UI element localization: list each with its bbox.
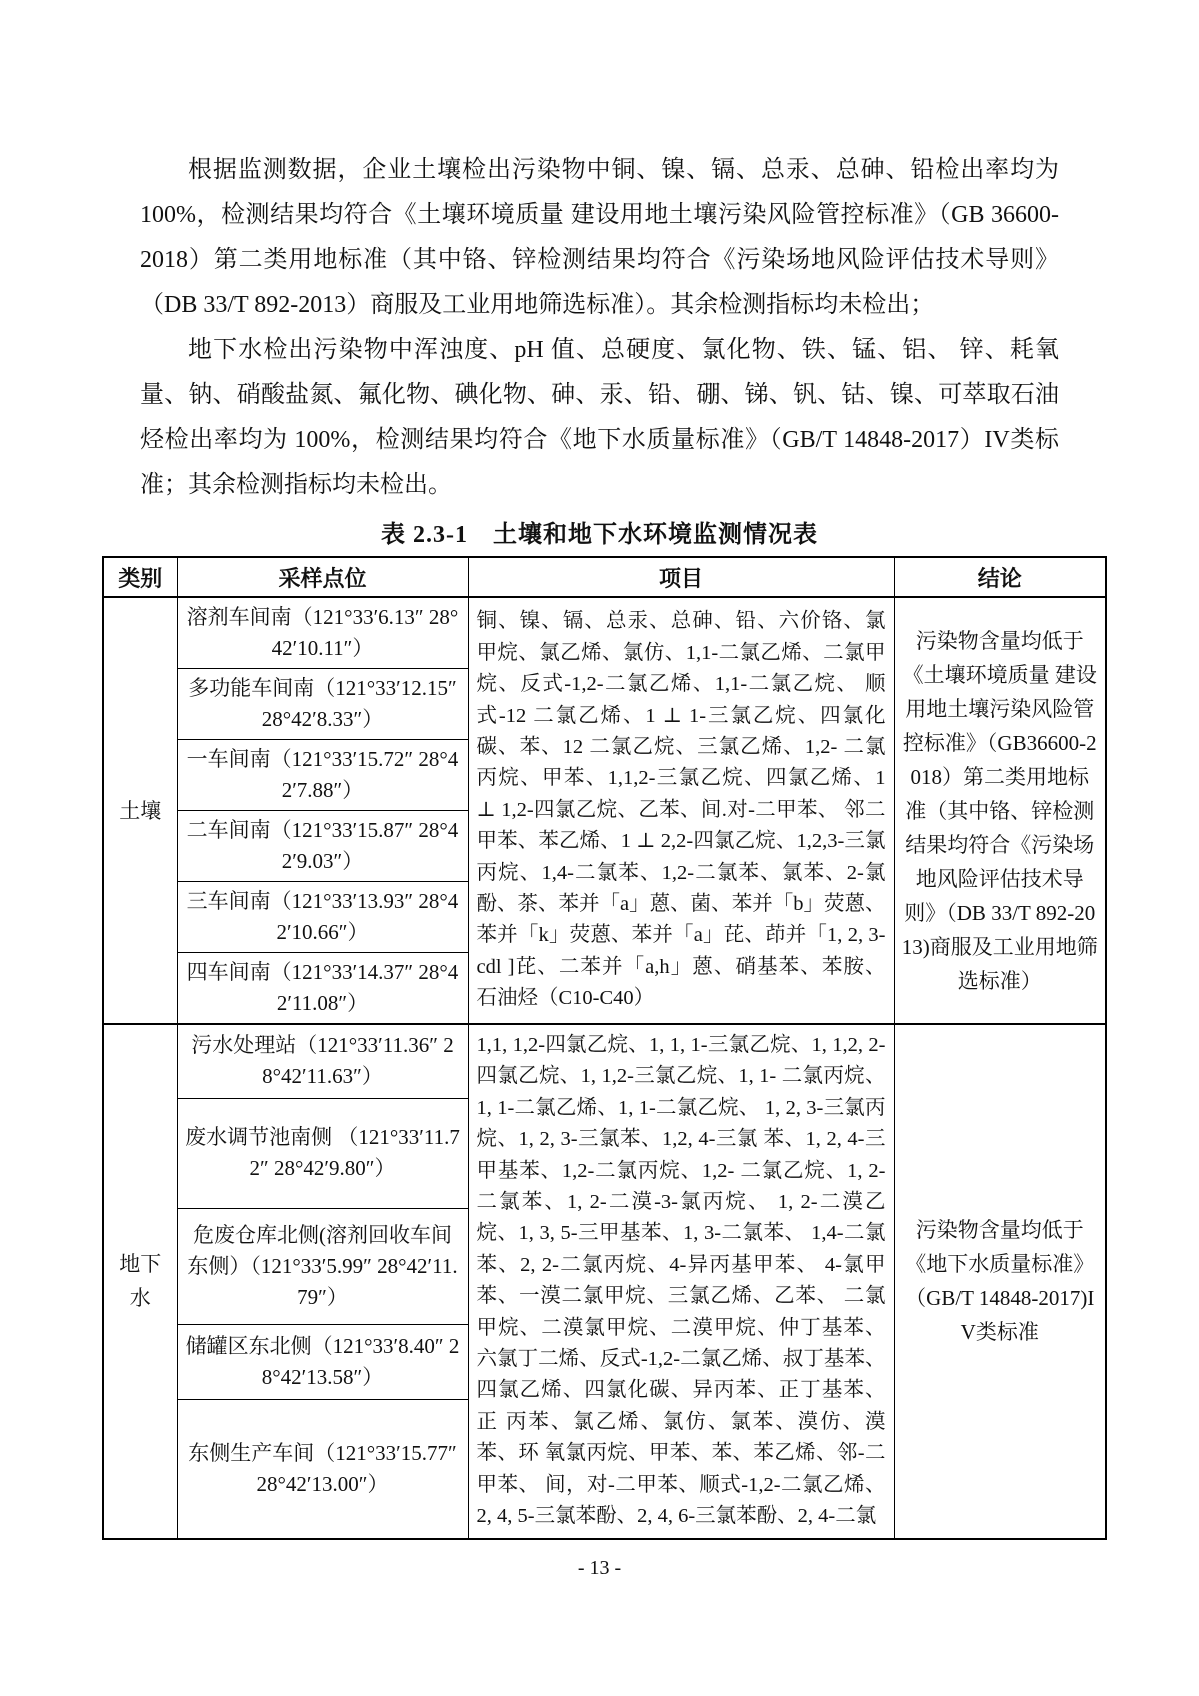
items-cell-soil: 铜、镍、镉、总汞、总砷、铅、六价铬、氯甲烷、氯乙烯、氯仿、1,1-二氯乙烯、二氯甲烷、反式-1,2-二氯乙烯、1,1-二氯乙烷、 顺式-12 二氯乙烯、1 ⊥ 1-三氯乙烷、四氯化碳、苯、12 二氯乙烷、三氯乙烯、1,2- 二氯丙烷、甲苯、1,1,2-三氯乙烷、四氯乙烯、1 ⊥ 1,2-四氯乙烷、乙苯、间.对-二甲苯、 邻二甲苯、苯乙烯、1 ⊥ 2,2-四氯乙烷、1,2,3-三氯丙烷、1,4-二氯苯、1,2-二氯苯、氯苯、2-氯酚、茶、苯并「a」蒽、菌、苯并「b」荧蒽、苯并「k」荧蒽、苯并「a」芘、茚并「1, 2, 3-cdl ]芘、二苯并「a,h」蒽、硝基苯、苯胺、石油烃（C10-C40） [468, 597, 894, 1024]
items-cell-groundwater: 1,1, 1,2-四氯乙烷、1, 1, 1-三氯乙烷、1, 1,2, 2-四氯乙烷、1, 1,2-三氯乙烷、1, 1- 二氯丙烷、1, 1-二氯乙烯、1, 1-二氯乙烷、 1, 2, 3-三氯丙烷、1, 2, 3-三氯苯、1,2, 4-三氯 苯、1, 2, 4-三甲基苯、1,2-二氯丙烷、1,2- 二氯乙烷、1, 2-二氯苯、1, 2-二漠-3-氯丙烷、 1, 2-二漠乙烷、1, 3, 5-三甲基苯、1, 3-二氯苯、 1,4-二氯苯、2, 2-二氯丙烷、4-异丙基甲苯、 4-氯甲苯、一漠二氯甲烷、三氯乙烯、乙苯、 二氯甲烷、二漠氯甲烷、二漠甲烷、仲丁基苯、六氯丁二烯、反式-1,2-二氯乙烯、叔丁基苯、四氯乙烯、四氯化碳、异丙苯、正丁基苯、正 丙苯、氯乙烯、氯仿、氯苯、漠仿、漠苯、环 氧氯丙烷、甲苯、苯、苯乙烯、邻-二甲苯、 间，对-二甲苯、顺式-1,2-二氯乙烯、2, 4, 5-三氯苯酚、2, 4, 6-三氯苯酚、2, 4-二氯 [468, 1024, 894, 1539]
paragraph-soil-summary: 根据监测数据，企业土壤检出污染物中铜、镍、镉、总汞、总砷、铅检出率均为 100%，检测结果均符合《土壤环境质量 建设用地土壤污染风险管控标准》（GB 36600-2018）第二类用地标准（其中铬、锌检测结果均符合《污染场地风险评估技术导则》（DB 33/T 892-2013）商服及工业用地筛选标准）。其余检测指标均未检出； [140, 157, 1059, 318]
sampling-point-gw-4: 储罐区东北侧（121°33′8.40″ 28°42′13.58″） [177, 1324, 468, 1400]
sampling-point-soil-4: 二车间南（121°33′15.87″ 28°42′9.03″） [177, 811, 468, 882]
table-header-row [103, 557, 1106, 597]
table-row [103, 1024, 1106, 1098]
conclusion-cell-groundwater: 污染物含量均低于《地下水质量标准》（GB/T 14848-2017)IV类标准 [894, 1024, 1106, 1539]
conclusion-cell-soil: 污染物含量均低于《土壤环境质量 建设用地土壤污染风险管控标准》（GB36600-2018）第二类用地标准（其中铬、锌检测结果均符合《污染场地风险评估技术导则》（DB 33/T 892-2013)商服及工业用地筛选标准） [894, 597, 1106, 1024]
body-text [140, 148, 1059, 508]
sampling-point-gw-5: 东侧生产车间（121°33′15.77″ 28°42′13.00″） [177, 1400, 468, 1539]
sampling-point-soil-1: 溶剂车间南（121°33′6.13″ 28°42′10.11″） [177, 597, 468, 669]
col-header-category: 类别 [103, 557, 177, 597]
sampling-point-soil-2: 多功能车间南（121°33′12.15″ 28°42′8.33″） [177, 669, 468, 740]
sampling-point-gw-3: 危废仓库北侧(溶剂回收车间东侧）（121°33′5.99″ 28°42′11.79″） [177, 1208, 468, 1324]
col-header-conclusion: 结论 [894, 557, 1106, 597]
sampling-point-soil-3: 一车间南（121°33′15.72″ 28°42′7.88″） [177, 740, 468, 811]
sampling-point-soil-5: 三车间南（121°33′13.93″ 28°42′10.66″） [177, 882, 468, 953]
table-title: 表 2.3-1 土壤和地下水环境监测情况表 [381, 522, 818, 548]
table-row [103, 597, 1106, 669]
sampling-point-gw-2: 废水调节池南侧 （121°33′11.72″ 28°42′9.80″） [177, 1098, 468, 1208]
col-header-items: 项目 [468, 557, 894, 597]
sampling-point-soil-6: 四车间南（121°33′14.37″ 28°42′11.08″） [177, 953, 468, 1025]
sampling-point-gw-1: 污水处理站（121°33′11.36″ 28°42′11.63″） [177, 1024, 468, 1098]
monitoring-table [102, 556, 1107, 1540]
col-header-sampling-point: 采样点位 [177, 557, 468, 597]
category-cell-groundwater: 地下水 [103, 1024, 177, 1539]
page-number: - 13 - [577, 1556, 622, 1579]
paragraph-groundwater-summary: 地下水检出污染物中浑浊度、pH 值、总硬度、氯化物、铁、锰、铝、 锌、耗氧量、钠、硝酸盐氮、氟化物、碘化物、砷、汞、铅、硼、锑、钒、钴、镍、可萃取石油烃检出率均为 100%，检测结果均符合《地下水质量标准》（GB/T 14848-2017）IV类标准；其余检测指标均未检出。 [140, 337, 1059, 498]
category-cell-soil: 土壤 [103, 597, 177, 1024]
